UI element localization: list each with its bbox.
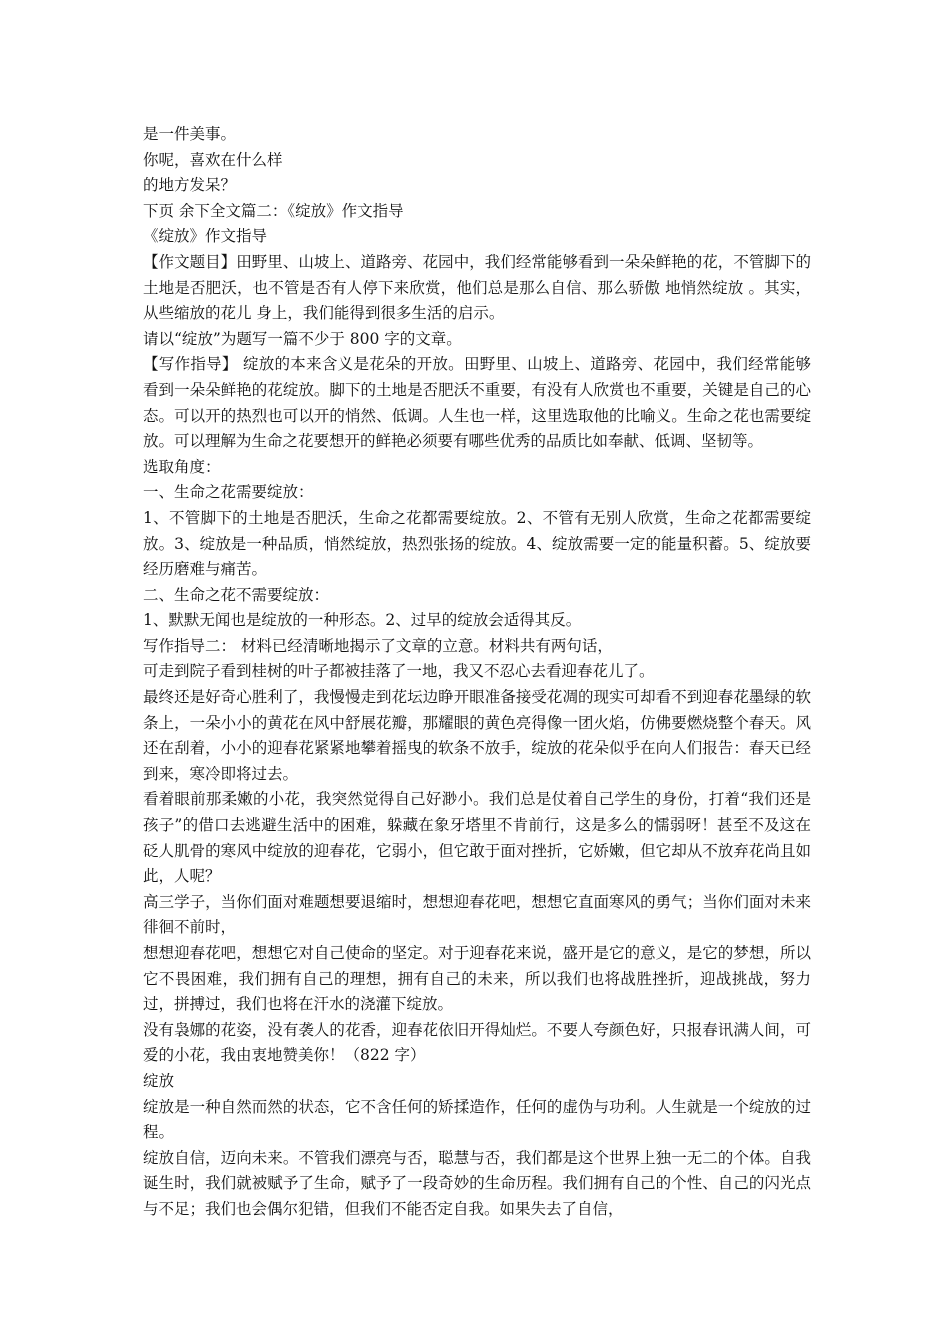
paragraph-9: 选取角度： [143,457,221,476]
paragraph-10: 一、生命之花需要绽放： [143,483,314,502]
document-page [143,122,811,1223]
paragraph-19: 想想迎春花吧，想想它对自己使命的坚定。对于迎春花来说，盛开是它的意义，是它的梦想，所以它不畏困难，我们拥有自己的理想，拥有自己的未来，所以我们也将战胜挫折，迎战挑战，努力过，拼搏过，我们也将在汗水的浇灌下绽放。 [143,944,811,1014]
paragraph-22: 绽放是一种自然而然的状态，它不含任何的矫揉造作，任何的虚伪与功利。人生就是一个绽放的过程。 [143,1097,811,1142]
paragraph-4: 下页 余下全文篇二：《绽放》作文指导 [143,201,404,220]
paragraph-17: 看着眼前那柔嫩的小花，我突然觉得自己好渺小。我们总是仗着自己学生的身份，打着“我们还是孩子”的借口去逃避生活中的困难，躲藏在象牙塔里不肯前行，这是多么的懦弱呀！甚至不及这在砭人肌骨的寒风中绽放的迎春花，它弱小，但它敢于面对挫折，它娇嫩，但它却从不放弃花尚且如此，人呢？ [143,790,811,886]
paragraph-15: 可走到院子看到桂树的叶子都被挂落了一地，我又不忍心去看迎春花儿了。 [143,662,655,681]
paragraph-5: 《绽放》作文指导 [143,227,268,246]
paragraph-16: 最终还是好奇心胜利了，我慢慢走到花坛边睁开眼准备接受花凋的现实可却看不到迎春花墨绿的软条上，一朵小小的黄花在风中舒展花瓣，那耀眼的黄色亮得像一团火焰，仿佛要燃烧整个春天。风还在刮着，小小的迎春花紧紧地攀着摇曳的软条不放手，绽放的花朵似乎在向人们报告：春天已经到来，寒冷即将过去。 [143,688,811,783]
paragraph-12: 二、生命之花不需要绽放： [143,585,330,604]
paragraph-8: 【写作指导】 绽放的本来含义是花朵的开放。田野里、山坡上、道路旁、花园中，我们经常能够看到一朵朵鲜艳的花绽放。脚下的土地是否肥沃不重要，有没有人欣赏也不重要，关键是自己的心态。可以开的热烈也可以开的悄然、低调。人生也一样，这里选取他的比喻义。生命之花也需要绽放。可以理解为生命之花要想开的鲜艳必须要有哪些优秀的品质比如奉献、低调、坚韧等。 [143,355,811,451]
paragraph-6: 【作文题目】田野里、山坡上、道路旁、花园中，我们经常能够看到一朵朵鲜艳的花，不管脚下的土地是否肥沃，也不管是否有人停下来欣赏，他们总是那么自信、那么骄傲 地悄然绽放 。其实，从些缩放的花儿 身上，我们能得到很多生活的启示。 [143,252,811,323]
paragraph-3: 的地方发呆？ [143,176,237,195]
paragraph-7: 请以“绽放”为题写一篇不少于 800 字的文章。 [143,329,462,348]
paragraph-1: 是一件美事。 [143,125,237,143]
paragraph-13: 1、默默无闻也是绽放的一种形态。2、过早的绽放会适得其反。 [143,611,582,630]
paragraph-18: 高三学子，当你们面对难题想要退缩时，想想迎春花吧，想想它直面寒风的勇气；当你们面对未来徘徊不前时， [143,892,811,937]
paragraph-2: 你呢，喜欢在什么样 [143,150,283,169]
paragraph-23: 绽放自信，迈向未来。不管我们漂亮与否，聪慧与否，我们都是这个世界上独一无二的个体。自我诞生时，我们就被赋予了生命，赋予了一段奇妙的生命历程。我们拥有自己的个性、自己的闪光点与不足；我们也会偶尔犯错，但我们不能否定自我。如果失去了自信， [143,1148,811,1218]
paragraph-11: 1、不管脚下的土地是否肥沃，生命之花都需要绽放。2、不管有无别人欣赏，生命之花都需要绽放。3、绽放是一种品质，悄然绽放，热烈张扬的绽放。4、绽放需要一定的能量积蓄。5、绽放要经历磨难与痛苦。 [143,508,811,579]
paragraph-14: 写作指导二： 材料已经清晰地揭示了文章的立意。材料共有两句话， [143,636,613,655]
paragraph-21: 绽放 [143,1071,175,1090]
paragraph-20: 没有袅娜的花姿，没有袭人的花香，迎春花依旧开得灿烂。不要人夸颜色好，只报春讯满人间，可爱的小花，我由衷地赞美你！（822 字） [143,1020,811,1065]
